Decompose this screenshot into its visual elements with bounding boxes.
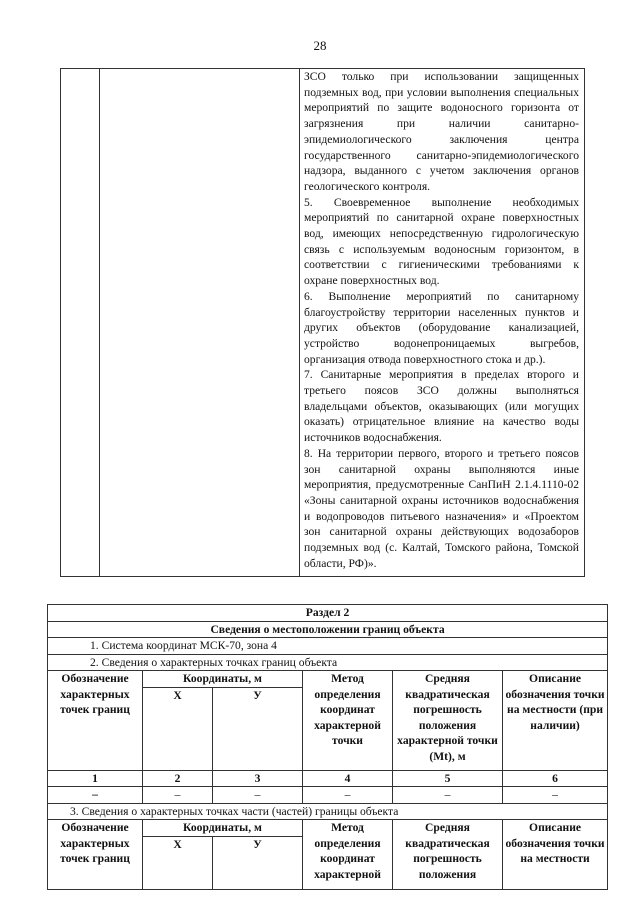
column-number: 2 — [143, 770, 213, 787]
measures-paragraph: 7. Санитарные мероприятия в пределах второго и третьего поясов ЗСО должны выполняться владельцами объектов, оказывающих (или могущих оказать) отрицательное влияние на качество воды источников водоснабжения. — [304, 368, 579, 445]
table-cell: – — [503, 787, 608, 804]
header-description: Описание обозначения точки на местности (при наличии) — [503, 671, 608, 771]
column-number: 5 — [393, 770, 503, 787]
measures-row — [61, 69, 585, 577]
table-cell: – — [303, 787, 393, 804]
header-coordinates: Координаты, м — [143, 671, 303, 688]
header-x: Х — [143, 687, 213, 770]
measures-cell-text — [300, 69, 585, 577]
table-cell: – — [48, 787, 143, 804]
header-y: У — [213, 687, 303, 770]
header-error: Средняя квадратическая погрешность положения — [393, 820, 503, 890]
measures-table — [60, 68, 585, 577]
points-heading: 2. Сведения о характерных точках границ объекта — [48, 654, 608, 671]
section-subtitle: Сведения о местоположении границ объекта — [48, 621, 608, 638]
measures-paragraph: 5. Своевременное выполнение необходимых мероприятий по санитарной охране поверхностных вод, имеющих непосредственную гидрологическую связь с используемым водоносным горизонтом, в соответствии с гигиеническими требованиями к охране поверхностных вод. — [304, 195, 579, 288]
measures-paragraph: 6. Выполнение мероприятий по санитарному благоустройству территории населенных пунктов и других объектов (оборудование канализацией, устройство водонепроницаемых выгребов, организация отвода поверхностного стока и др.). — [304, 289, 579, 366]
table-cell: – — [393, 787, 503, 804]
header-x: Х — [143, 836, 213, 889]
coordinate-system: 1. Система координат МСК-70, зона 4 — [48, 638, 608, 655]
header-designation: Обозначение характерных точек границ — [48, 820, 143, 890]
column-number: 1 — [48, 770, 143, 787]
column-number: 3 — [213, 770, 303, 787]
column-number: 6 — [503, 770, 608, 787]
measures-paragraph: 8. На территории первого, второго и третьего поясов зон санитарной охраны выполняются иные мероприятия, предусмотренные СанПиН 2.1.4.1110-02 «Зоны санитарной охраны источников водоснабжения и водопроводов питьевого назначения» и «Проектом зон санитарной охраны действующих водозаборов подземных вод (с. Калтай, Томского района, Томской области, РФ)». — [304, 446, 579, 570]
header-description: Описание обозначения точки на местности — [503, 820, 608, 890]
header-designation: Обозначение характерных точек границ — [48, 671, 143, 771]
part-points-heading: 3. Сведения о характерных точках части (частей) границы объекта — [48, 803, 608, 820]
table-cell: – — [143, 787, 213, 804]
boundaries-table — [47, 604, 608, 890]
measures-paragraph: ЗСО только при использовании защищенных подземных вод, при условии выполнения специальных мероприятий по защите водоносного горизонта от загрязнения при наличии санитарно- эпидемиологического заключения центра государственного санитарно-эпидемиологического надзора, выданного с учетом заключения органов геологического контроля. — [304, 70, 579, 193]
section-title: Раздел 2 — [48, 605, 608, 622]
header-error: Средняя квадратическая погрешность положения характерной точки (Mt), м — [393, 671, 503, 771]
header-method: Метод определения координат характерной точки — [303, 671, 393, 771]
header-method: Метод определения координат характерной — [303, 820, 393, 890]
table-cell: – — [213, 787, 303, 804]
header-y: У — [213, 836, 303, 889]
header-coordinates: Координаты, м — [143, 820, 303, 837]
measures-cell-name — [100, 69, 300, 577]
measures-cell-number — [61, 69, 100, 577]
page-number: 28 — [313, 38, 327, 53]
column-number: 4 — [303, 770, 393, 787]
